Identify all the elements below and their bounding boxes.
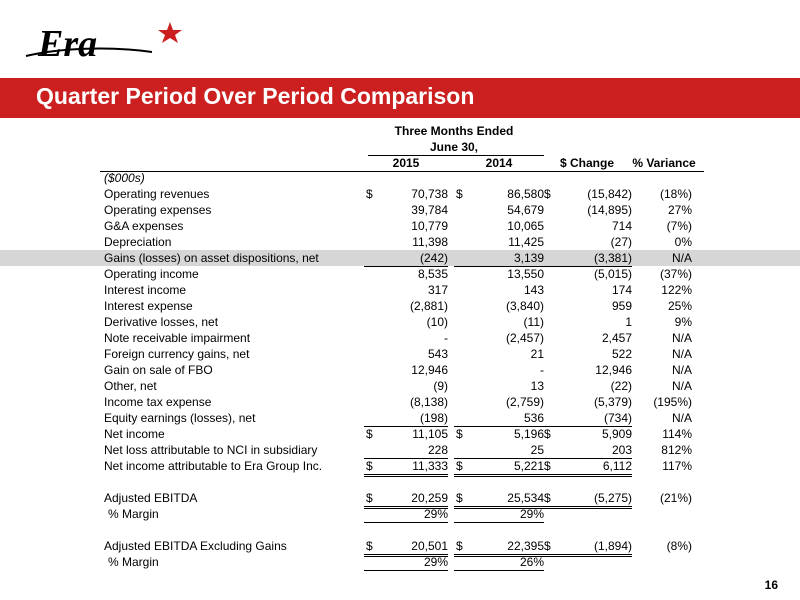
table-row bbox=[0, 442, 800, 458]
value-2015: - bbox=[444, 331, 448, 345]
value-change: 714 bbox=[611, 219, 632, 233]
table-row bbox=[0, 490, 800, 506]
value-change-cell bbox=[542, 410, 632, 427]
value-2015: 228 bbox=[427, 443, 448, 457]
value-change: (5,015) bbox=[593, 267, 632, 281]
table-row bbox=[0, 538, 800, 554]
row-label: Interest expense bbox=[104, 299, 193, 313]
row-label: Operating income bbox=[104, 267, 199, 281]
row-label: Net income attributable to Era Group Inc. bbox=[104, 459, 323, 473]
value-2014: 10,065 bbox=[507, 219, 544, 233]
row-label: Gain on sale of FBO bbox=[104, 363, 213, 377]
value-change: (15,842) bbox=[587, 187, 632, 201]
col-header-variance: % Variance bbox=[632, 156, 696, 170]
row-label: Net loss attributable to NCI in subsidiary bbox=[104, 443, 318, 457]
currency-symbol: $ bbox=[366, 187, 373, 201]
value-2014: 29% bbox=[519, 507, 544, 521]
row-label: Income tax expense bbox=[104, 395, 212, 409]
value-2015-cell bbox=[364, 426, 448, 442]
row-label: Depreciation bbox=[104, 235, 172, 249]
value-variance: (7%) bbox=[666, 219, 692, 233]
currency-symbol: $ bbox=[544, 427, 551, 441]
value-2014: (3,840) bbox=[505, 299, 544, 313]
col-header-2014: 2014 bbox=[485, 156, 513, 170]
row-label: Derivative losses, net bbox=[104, 315, 219, 329]
page-title: Quarter Period Over Period Comparison bbox=[36, 83, 475, 109]
value-change-cell bbox=[542, 234, 632, 250]
value-change-cell bbox=[542, 282, 632, 298]
value-change: 1 bbox=[625, 315, 632, 329]
currency-symbol: $ bbox=[456, 459, 463, 473]
value-2015-cell bbox=[364, 410, 448, 427]
value-variance: (21%) bbox=[659, 491, 692, 505]
value-2014: (11) bbox=[523, 315, 544, 329]
table-row bbox=[0, 426, 800, 442]
row-label: % Margin bbox=[108, 507, 159, 521]
value-2014-cell bbox=[454, 282, 544, 298]
value-change: (22) bbox=[610, 379, 632, 393]
value-2015-cell bbox=[364, 314, 448, 330]
value-2015-cell bbox=[364, 378, 448, 394]
star-icon bbox=[158, 22, 182, 43]
value-variance: 25% bbox=[667, 299, 692, 313]
value-change-cell bbox=[542, 506, 632, 522]
table-row bbox=[0, 202, 800, 218]
value-variance-cell bbox=[628, 330, 698, 346]
value-change-cell bbox=[542, 442, 632, 459]
value-variance: N/A bbox=[671, 331, 692, 345]
value-change: 2,457 bbox=[601, 331, 632, 345]
value-variance-cell bbox=[628, 442, 698, 458]
currency-symbol: $ bbox=[456, 427, 463, 441]
value-2014-cell bbox=[454, 186, 544, 202]
value-2014-cell bbox=[454, 314, 544, 330]
value-change: 959 bbox=[611, 299, 632, 313]
value-2014: - bbox=[540, 363, 544, 377]
row-label: % Margin bbox=[108, 555, 159, 569]
table-row bbox=[0, 250, 800, 266]
value-variance: N/A bbox=[671, 363, 692, 377]
value-2015: 39,784 bbox=[411, 203, 448, 217]
value-variance-cell bbox=[628, 282, 698, 298]
value-2015-cell bbox=[364, 330, 448, 346]
value-change: 174 bbox=[611, 283, 632, 297]
row-label: G&A expenses bbox=[104, 219, 184, 233]
value-change: 203 bbox=[611, 443, 632, 457]
value-variance-cell bbox=[628, 410, 698, 426]
table-row bbox=[0, 218, 800, 234]
value-2014-cell bbox=[454, 442, 544, 459]
value-2014-cell bbox=[454, 410, 544, 427]
value-2014: 143 bbox=[523, 283, 544, 297]
value-variance-cell bbox=[628, 250, 698, 266]
value-change-cell bbox=[542, 186, 632, 202]
value-variance-cell bbox=[628, 266, 698, 282]
value-change: (3,381) bbox=[593, 251, 632, 265]
currency-symbol: $ bbox=[544, 187, 551, 201]
value-2015-cell bbox=[364, 218, 448, 234]
value-2014: 13,550 bbox=[507, 267, 544, 281]
row-label: Net income bbox=[104, 427, 165, 441]
value-variance: (195%) bbox=[653, 395, 692, 409]
units-row bbox=[0, 170, 800, 186]
value-variance-cell bbox=[628, 298, 698, 314]
value-2014: 3,139 bbox=[513, 251, 544, 265]
value-2015-cell bbox=[364, 506, 448, 523]
value-2014-cell bbox=[454, 266, 544, 282]
col-header-2015: 2015 bbox=[392, 156, 420, 170]
value-variance: 27% bbox=[667, 203, 692, 217]
value-2015-cell bbox=[364, 266, 448, 282]
value-2014-cell bbox=[454, 362, 544, 378]
value-2015: 20,501 bbox=[411, 539, 448, 553]
row-label: Gains (losses) on asset dispositions, net bbox=[104, 251, 319, 265]
value-2015: (9) bbox=[433, 379, 448, 393]
row-label: Adjusted EBITDA bbox=[104, 491, 198, 505]
value-2015-cell bbox=[364, 458, 448, 477]
era-logo bbox=[20, 12, 190, 70]
value-2014: 86,580 bbox=[507, 187, 544, 201]
value-variance-cell bbox=[628, 314, 698, 330]
value-variance-cell bbox=[628, 490, 698, 506]
value-2014: 25 bbox=[530, 443, 544, 457]
value-2015-cell bbox=[364, 282, 448, 298]
value-variance: 9% bbox=[674, 315, 692, 329]
row-label: Equity earnings (losses), net bbox=[104, 411, 256, 425]
value-2015: 29% bbox=[423, 555, 448, 569]
value-2014: 11,425 bbox=[508, 235, 544, 249]
row-spacer bbox=[0, 522, 800, 538]
value-2014-cell bbox=[454, 298, 544, 314]
value-2014-cell bbox=[454, 506, 544, 523]
value-change: 522 bbox=[611, 347, 632, 361]
value-2015-cell bbox=[364, 202, 448, 218]
value-2015: 29% bbox=[423, 507, 448, 521]
currency-symbol: $ bbox=[544, 539, 551, 553]
value-2014-cell bbox=[454, 554, 544, 571]
table-row bbox=[0, 282, 800, 298]
value-2015-cell bbox=[364, 362, 448, 378]
value-2015-cell bbox=[364, 298, 448, 314]
value-2015: (198) bbox=[419, 411, 448, 425]
value-change-cell bbox=[542, 458, 632, 477]
value-2015-cell bbox=[364, 554, 448, 571]
value-variance: 812% bbox=[661, 443, 692, 457]
value-2014-cell bbox=[454, 458, 544, 477]
value-2015-cell bbox=[364, 186, 448, 202]
value-variance: 114% bbox=[662, 427, 692, 441]
value-change-cell bbox=[542, 266, 632, 282]
currency-symbol: $ bbox=[456, 187, 463, 201]
value-variance: (37%) bbox=[659, 267, 692, 281]
value-variance-cell bbox=[628, 458, 698, 474]
value-2014-cell bbox=[454, 394, 544, 410]
value-2014: 22,395 bbox=[507, 539, 544, 553]
value-variance: (18%) bbox=[659, 187, 692, 201]
page-number: 16 bbox=[764, 578, 778, 592]
value-2015: 11,105 bbox=[412, 427, 448, 441]
value-change: (1,894) bbox=[593, 539, 632, 553]
value-2015-cell bbox=[364, 346, 448, 362]
table-row bbox=[0, 458, 800, 474]
value-2015: (8,138) bbox=[409, 395, 448, 409]
value-2015: 11,333 bbox=[412, 459, 448, 473]
value-change: 12,946 bbox=[595, 363, 632, 377]
currency-symbol: $ bbox=[366, 491, 373, 505]
value-change-cell bbox=[542, 346, 632, 362]
value-2014: 536 bbox=[523, 411, 544, 425]
currency-symbol: $ bbox=[456, 491, 463, 505]
period-header-line1: Three Months Ended bbox=[394, 124, 514, 138]
row-label: Foreign currency gains, net bbox=[104, 347, 250, 361]
value-2015: 20,259 bbox=[411, 491, 448, 505]
value-2015: 8,535 bbox=[417, 267, 448, 281]
table-row bbox=[0, 234, 800, 250]
logo-text: Era bbox=[38, 23, 98, 65]
row-label: Adjusted EBITDA Excluding Gains bbox=[104, 539, 287, 553]
currency-symbol: $ bbox=[366, 539, 373, 553]
value-2015-cell bbox=[364, 234, 448, 250]
value-2014: 13 bbox=[530, 379, 544, 393]
value-change-cell bbox=[542, 330, 632, 346]
value-2015: (2,881) bbox=[409, 299, 448, 313]
table-row bbox=[0, 346, 800, 362]
value-2015-cell bbox=[364, 250, 448, 267]
row-label: Operating expenses bbox=[104, 203, 212, 217]
value-2014: 26% bbox=[519, 555, 544, 569]
value-variance-cell bbox=[628, 506, 698, 522]
table-row bbox=[0, 394, 800, 410]
value-variance-cell bbox=[628, 394, 698, 410]
value-change: (27) bbox=[610, 235, 632, 249]
value-2014: 54,679 bbox=[507, 203, 544, 217]
value-variance: N/A bbox=[671, 411, 692, 425]
value-variance: N/A bbox=[671, 251, 692, 265]
value-2014: (2,457) bbox=[505, 331, 544, 345]
table-row bbox=[0, 410, 800, 426]
currency-symbol: $ bbox=[366, 459, 373, 473]
value-change-cell bbox=[542, 250, 632, 267]
value-variance-cell bbox=[628, 554, 698, 570]
value-change-cell bbox=[542, 426, 632, 442]
value-2014: 25,534 bbox=[507, 491, 544, 505]
value-variance: 0% bbox=[674, 235, 692, 249]
value-2014: (2,759) bbox=[505, 395, 544, 409]
currency-symbol: $ bbox=[456, 539, 463, 553]
value-variance-cell bbox=[628, 378, 698, 394]
col-header-change: $ Change bbox=[559, 156, 614, 170]
title-bar bbox=[0, 78, 800, 118]
value-variance-cell bbox=[628, 426, 698, 442]
value-variance-cell bbox=[628, 234, 698, 250]
row-label: Note receivable impairment bbox=[104, 331, 251, 345]
row-label: Other, net bbox=[104, 379, 157, 393]
units-label: ($000s) bbox=[104, 171, 145, 185]
comparison-table bbox=[0, 170, 800, 570]
value-2015: 543 bbox=[427, 347, 448, 361]
value-variance-cell bbox=[628, 538, 698, 554]
value-2015: 11,398 bbox=[412, 235, 448, 249]
table-row bbox=[0, 506, 800, 522]
value-change-cell bbox=[542, 314, 632, 330]
value-2015: (242) bbox=[419, 251, 448, 265]
value-2014-cell bbox=[454, 234, 544, 250]
value-2015-cell bbox=[364, 442, 448, 459]
value-variance: (8%) bbox=[666, 539, 692, 553]
value-2014: 21 bbox=[530, 347, 544, 361]
value-change-cell bbox=[542, 362, 632, 378]
row-label: Interest income bbox=[104, 283, 187, 297]
value-variance: N/A bbox=[671, 379, 692, 393]
currency-symbol: $ bbox=[366, 427, 373, 441]
value-2014-cell bbox=[454, 330, 544, 346]
table-row bbox=[0, 298, 800, 314]
value-2014-cell bbox=[454, 346, 544, 362]
table-row bbox=[0, 378, 800, 394]
value-2015: 12,946 bbox=[411, 363, 448, 377]
value-variance-cell bbox=[628, 362, 698, 378]
value-2014-cell bbox=[454, 218, 544, 234]
value-2014-cell bbox=[454, 202, 544, 218]
value-variance-cell bbox=[628, 186, 698, 202]
value-2014-cell bbox=[454, 426, 544, 442]
value-change-cell bbox=[542, 378, 632, 394]
table-row bbox=[0, 330, 800, 346]
value-change-cell bbox=[542, 554, 632, 570]
table-row bbox=[0, 314, 800, 330]
value-change: (14,895) bbox=[587, 203, 632, 217]
value-change: 6,112 bbox=[602, 459, 632, 473]
value-change-cell bbox=[542, 202, 632, 218]
value-2015: 10,779 bbox=[411, 219, 448, 233]
value-change-cell bbox=[542, 298, 632, 314]
value-change-cell bbox=[542, 218, 632, 234]
value-variance: 122% bbox=[661, 283, 692, 297]
value-2014-cell bbox=[454, 250, 544, 267]
value-change-cell bbox=[542, 394, 632, 410]
period-header-line2: June 30, bbox=[429, 140, 479, 154]
value-2014-cell bbox=[454, 378, 544, 394]
value-variance: N/A bbox=[671, 347, 692, 361]
value-variance-cell bbox=[628, 346, 698, 362]
table-row bbox=[0, 186, 800, 202]
value-change: (734) bbox=[603, 411, 632, 425]
value-variance-cell bbox=[628, 202, 698, 218]
value-change: (5,379) bbox=[593, 395, 632, 409]
value-2015: (10) bbox=[426, 315, 448, 329]
value-2015: 70,738 bbox=[411, 187, 448, 201]
value-2015: 317 bbox=[427, 283, 448, 297]
value-2014: 5,196 bbox=[513, 427, 544, 441]
table-row bbox=[0, 362, 800, 378]
value-2015-cell bbox=[364, 394, 448, 410]
value-variance: 117% bbox=[662, 459, 692, 473]
value-change: (5,275) bbox=[593, 491, 632, 505]
table-row bbox=[0, 266, 800, 282]
table-row bbox=[0, 554, 800, 570]
currency-symbol: $ bbox=[544, 491, 551, 505]
value-change: 5,909 bbox=[601, 427, 632, 441]
currency-symbol: $ bbox=[544, 459, 551, 473]
row-label: Operating revenues bbox=[104, 187, 210, 201]
value-variance-cell bbox=[628, 218, 698, 234]
value-2014: 5,221 bbox=[513, 459, 544, 473]
